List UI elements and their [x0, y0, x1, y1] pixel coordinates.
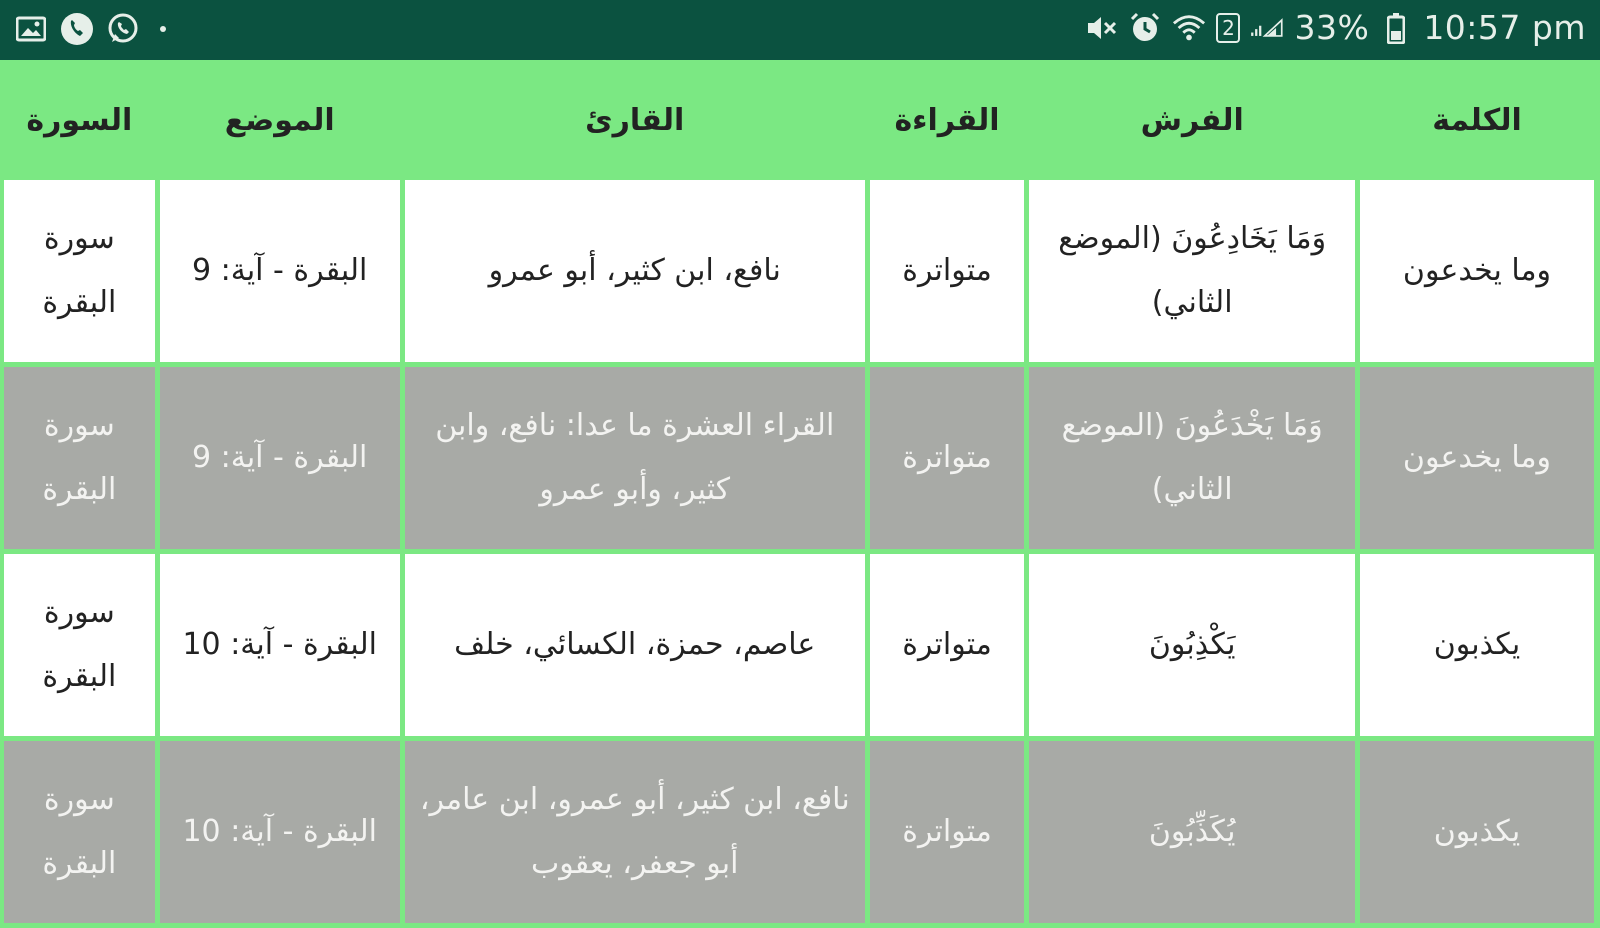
table-row[interactable] [4, 367, 1594, 549]
cell-mawdi: البقرة - آية: 9 [160, 180, 400, 362]
cell-word: وما يخدعون [1360, 180, 1594, 362]
table-row[interactable] [4, 554, 1594, 736]
phone-icon [60, 12, 94, 46]
cell-qari: القراء العشرة ما عدا: نافع، وابن كثير، وأبو عمرو [405, 367, 865, 549]
header-farsh: الفرش [1140, 102, 1244, 138]
table-row[interactable] [4, 180, 1594, 362]
cell-farsh: وَمَا يَخْدَعُونَ (الموضع الثاني) [1029, 367, 1355, 549]
status-bar-system [1084, 8, 1586, 47]
cell-word: يكذبون [1360, 741, 1594, 923]
cell-farsh: وَمَا يَخَادِعُونَ (الموضع الثاني) [1029, 180, 1355, 362]
header-mawdi: الموضع [224, 102, 335, 138]
table-row[interactable] [4, 741, 1594, 923]
battery-icon [1379, 11, 1413, 45]
cell-mawdi: البقرة - آية: 10 [160, 741, 400, 923]
header-qiraa: القراءة [894, 102, 1000, 138]
cell-farsh: يُكَذِّبُونَ [1029, 741, 1355, 923]
cell-qari: نافع، ابن كثير، أبو عمرو [405, 180, 865, 362]
status-bar-notifications [14, 12, 166, 46]
battery-percent: 33% [1294, 8, 1370, 47]
cell-word: يكذبون [1360, 554, 1594, 736]
signal-icon [1250, 11, 1284, 45]
header-sura: السورة [26, 102, 133, 138]
cell-mawdi: البقرة - آية: 9 [160, 367, 400, 549]
cell-qiraa: متواترة [870, 180, 1025, 362]
cell-farsh: يَكْذِبُونَ [1029, 554, 1355, 736]
cell-sura: سورة البقرة [4, 180, 155, 362]
cell-mawdi: البقرة - آية: 10 [160, 554, 400, 736]
cell-qiraa: متواترة [870, 741, 1025, 923]
sim2-icon: 2 [1216, 13, 1240, 43]
qiraat-table-container[interactable] [0, 60, 1600, 900]
more-notifications-dot [160, 26, 166, 32]
cell-word: وما يخدعون [1360, 367, 1594, 549]
cell-sura: سورة البقرة [4, 741, 155, 923]
header-qari: القارئ [585, 102, 685, 138]
image-icon [14, 12, 48, 46]
qiraat-table [0, 60, 1599, 928]
cell-qiraa: متواترة [870, 554, 1025, 736]
alarm-icon [1128, 11, 1162, 45]
cell-qari: نافع، ابن كثير، أبو عمرو، ابن عامر، أبو جعفر، يعقوب [405, 741, 865, 923]
mute-icon [1084, 11, 1118, 45]
status-bar [0, 0, 1600, 60]
cell-qiraa: متواترة [870, 367, 1025, 549]
clock: 10:57 pm [1423, 8, 1586, 47]
wifi-icon [1172, 11, 1206, 45]
cell-sura: سورة البقرة [4, 554, 155, 736]
cell-qari: عاصم، حمزة، الكسائي، خلف [405, 554, 865, 736]
cell-sura: سورة البقرة [4, 367, 155, 549]
whatsapp-icon [106, 12, 140, 46]
header-word: الكلمة [1432, 102, 1522, 138]
table-header-row [4, 65, 1594, 175]
